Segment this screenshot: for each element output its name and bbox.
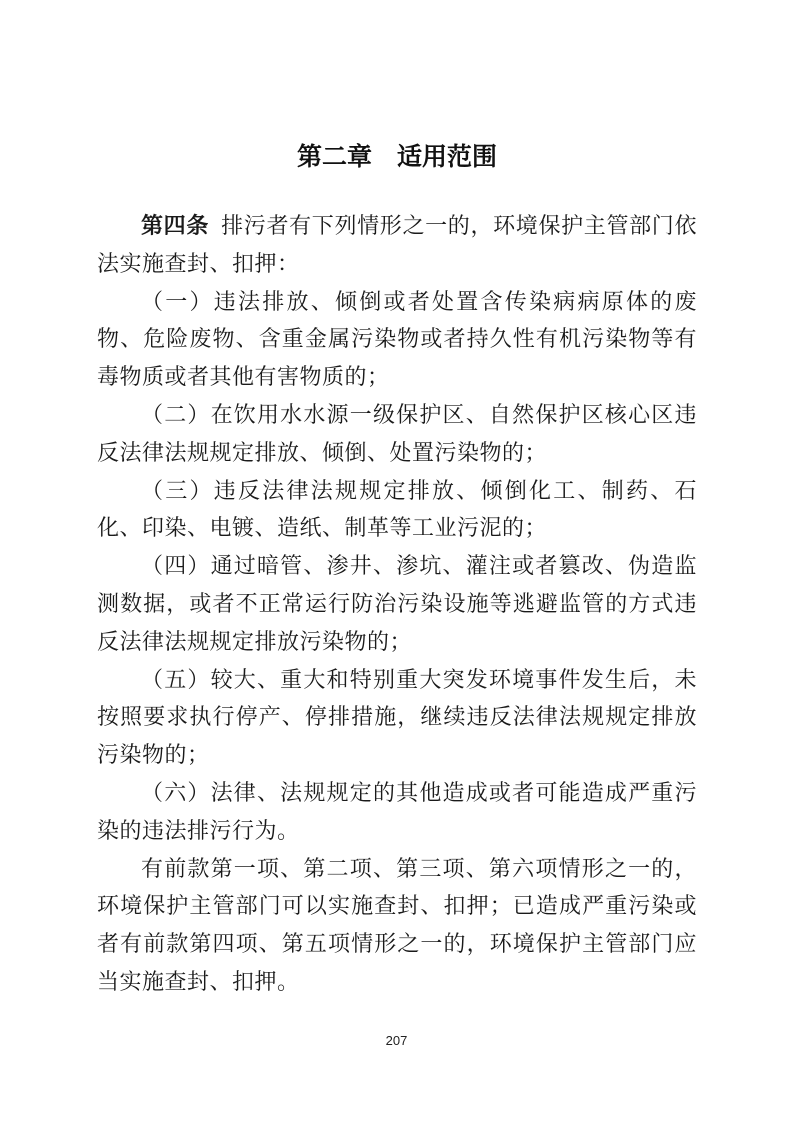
clause-item-3: （三）违反法律法规规定排放、倾倒化工、制药、石化、印染、电镀、造纸、制革等工业污泥的；	[97, 477, 697, 541]
clause-item-1: （一）违法排放、倾倒或者处置含传染病病原体的废物、危险废物、含重金属污染物或者持久性有机污染物等有毒物质或者其他有害物质的；	[97, 288, 697, 390]
article-body	[97, 207, 697, 1001]
clause-item-4: （四）通过暗管、渗井、渗坑、灌注或者篡改、伪造监测数据，或者不正常运行防治污染设施等逃避监管的方式违反法律法规规定排放污染物的；	[97, 553, 697, 654]
clause-item-2: （二）在饮用水水源一级保护区、自然保护区核心区违反法律法规规定排放、倾倒、处置污染物的；	[97, 401, 697, 465]
article-number: 第四条	[141, 213, 210, 238]
closing-paragraph: 有前款第一项、第二项、第三项、第六项情形之一的，环境保护主管部门可以实施查封、扣押；已造成严重污染或者有前款第四项、第五项情形之一的，环境保护主管部门应当实施查封、扣押。	[97, 855, 697, 994]
clause-item-5: （五）较大、重大和特别重大突发环境事件发生后，未按照要求执行停产、停排措施，继续违反法律法规规定排放污染物的；	[97, 666, 697, 768]
clause-item-6: （六）法律、法规规定的其他造成或者可能造成严重污染的违法排污行为。	[97, 779, 697, 843]
article-intro-text: 排污者有下列情形之一的，环境保护主管部门依法实施查封、扣押：	[97, 213, 697, 276]
article-intro-paragraph	[97, 207, 697, 283]
page-content	[97, 141, 697, 1001]
page-number: 207	[385, 1033, 408, 1048]
chapter-heading: 第二章 适用范围	[296, 143, 497, 171]
